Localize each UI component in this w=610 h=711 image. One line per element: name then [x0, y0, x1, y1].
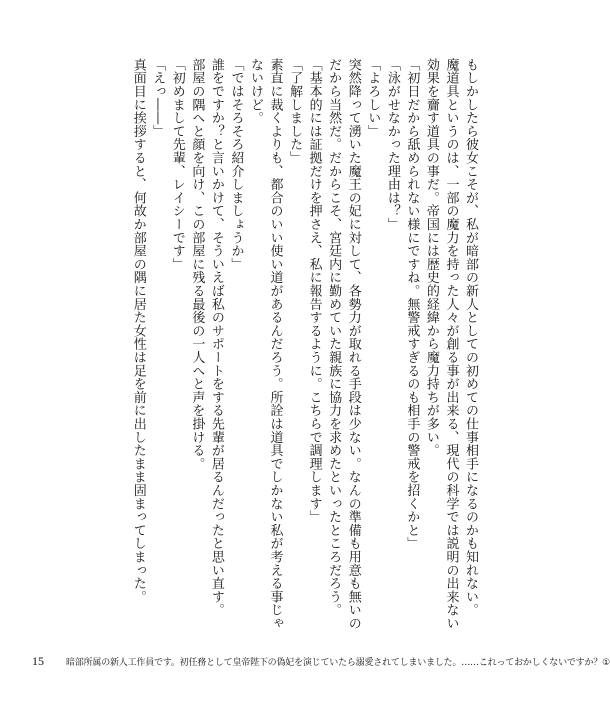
- text-line-10: 「了解しました」: [287, 58, 303, 165]
- text-line-8: だから当然だ。だからこそ、宮廷内に勤めていた親族に協力を求めたといったところだろう。: [326, 58, 342, 617]
- text-line-16: 「初めまして先輩、レイシーです」: [169, 58, 185, 271]
- text-line-12: ないけど。: [247, 58, 263, 125]
- text-line-6: 「よろしい」: [365, 58, 381, 138]
- text-line-7: 突然降って湧いた魔王の妃に対して、各勢力が取れる手段は少ない。なんの準備も用意も無いの: [345, 58, 361, 630]
- text-line-4: 「初日だから舐められない様にですね。無警戒すぎるのも相手の警戒を招くかと」: [404, 58, 420, 551]
- text-line-5: 「泳がせなかった理由は？」: [384, 58, 400, 231]
- text-line-11: 素直に裁くよりも、都合のいい使い道があるんだろう。所詮は道具でしかない私が考える事じゃ: [267, 58, 283, 630]
- page-number: 15: [32, 653, 44, 668]
- vertical-body-text: [30, 58, 480, 630]
- text-line-9: 「基本的には証拠だけを押さえ、私に報告するように。こちらで調理します」: [306, 58, 322, 524]
- text-line-18: 真面目に挨拶すると、何故か部屋の隅に居た女性は足を前に出したまま固まってしまった。: [130, 58, 146, 604]
- page-footer: [32, 652, 610, 670]
- text-line-14: 誰をですか？と言いかけて、そういえば私のサポートをする先輩が居るんだったと思い直す。: [208, 58, 224, 617]
- text-line-1: もしかしたら彼女こそが、私が暗部の新人としての初めての仕事相手になるのかも知れない。: [463, 58, 478, 617]
- text-line-17: 「えっ――」: [150, 58, 166, 138]
- text-line-15: 部屋の隅へと顔を向け、この部屋に残る最後の一人へと声を掛ける。: [189, 58, 205, 471]
- text-line-3: 効果を齎す道具の事だ。帝国には歴史的経緯から魔力持ちが多い。: [423, 58, 439, 457]
- text-line-13: 「ではそろそろ紹介しましょうか」: [228, 58, 244, 271]
- running-title: 暗部所属の新人工作員です。初任務として皇帝陛下の偽妃を演じていたら溺愛されてしまいました。……これっておかしくないですか？①: [66, 657, 610, 668]
- text-line-2: 魔道具というのは、一部の魔力を持った人々が創る事が出来る、現代の科学では説明の出来ない: [443, 58, 459, 630]
